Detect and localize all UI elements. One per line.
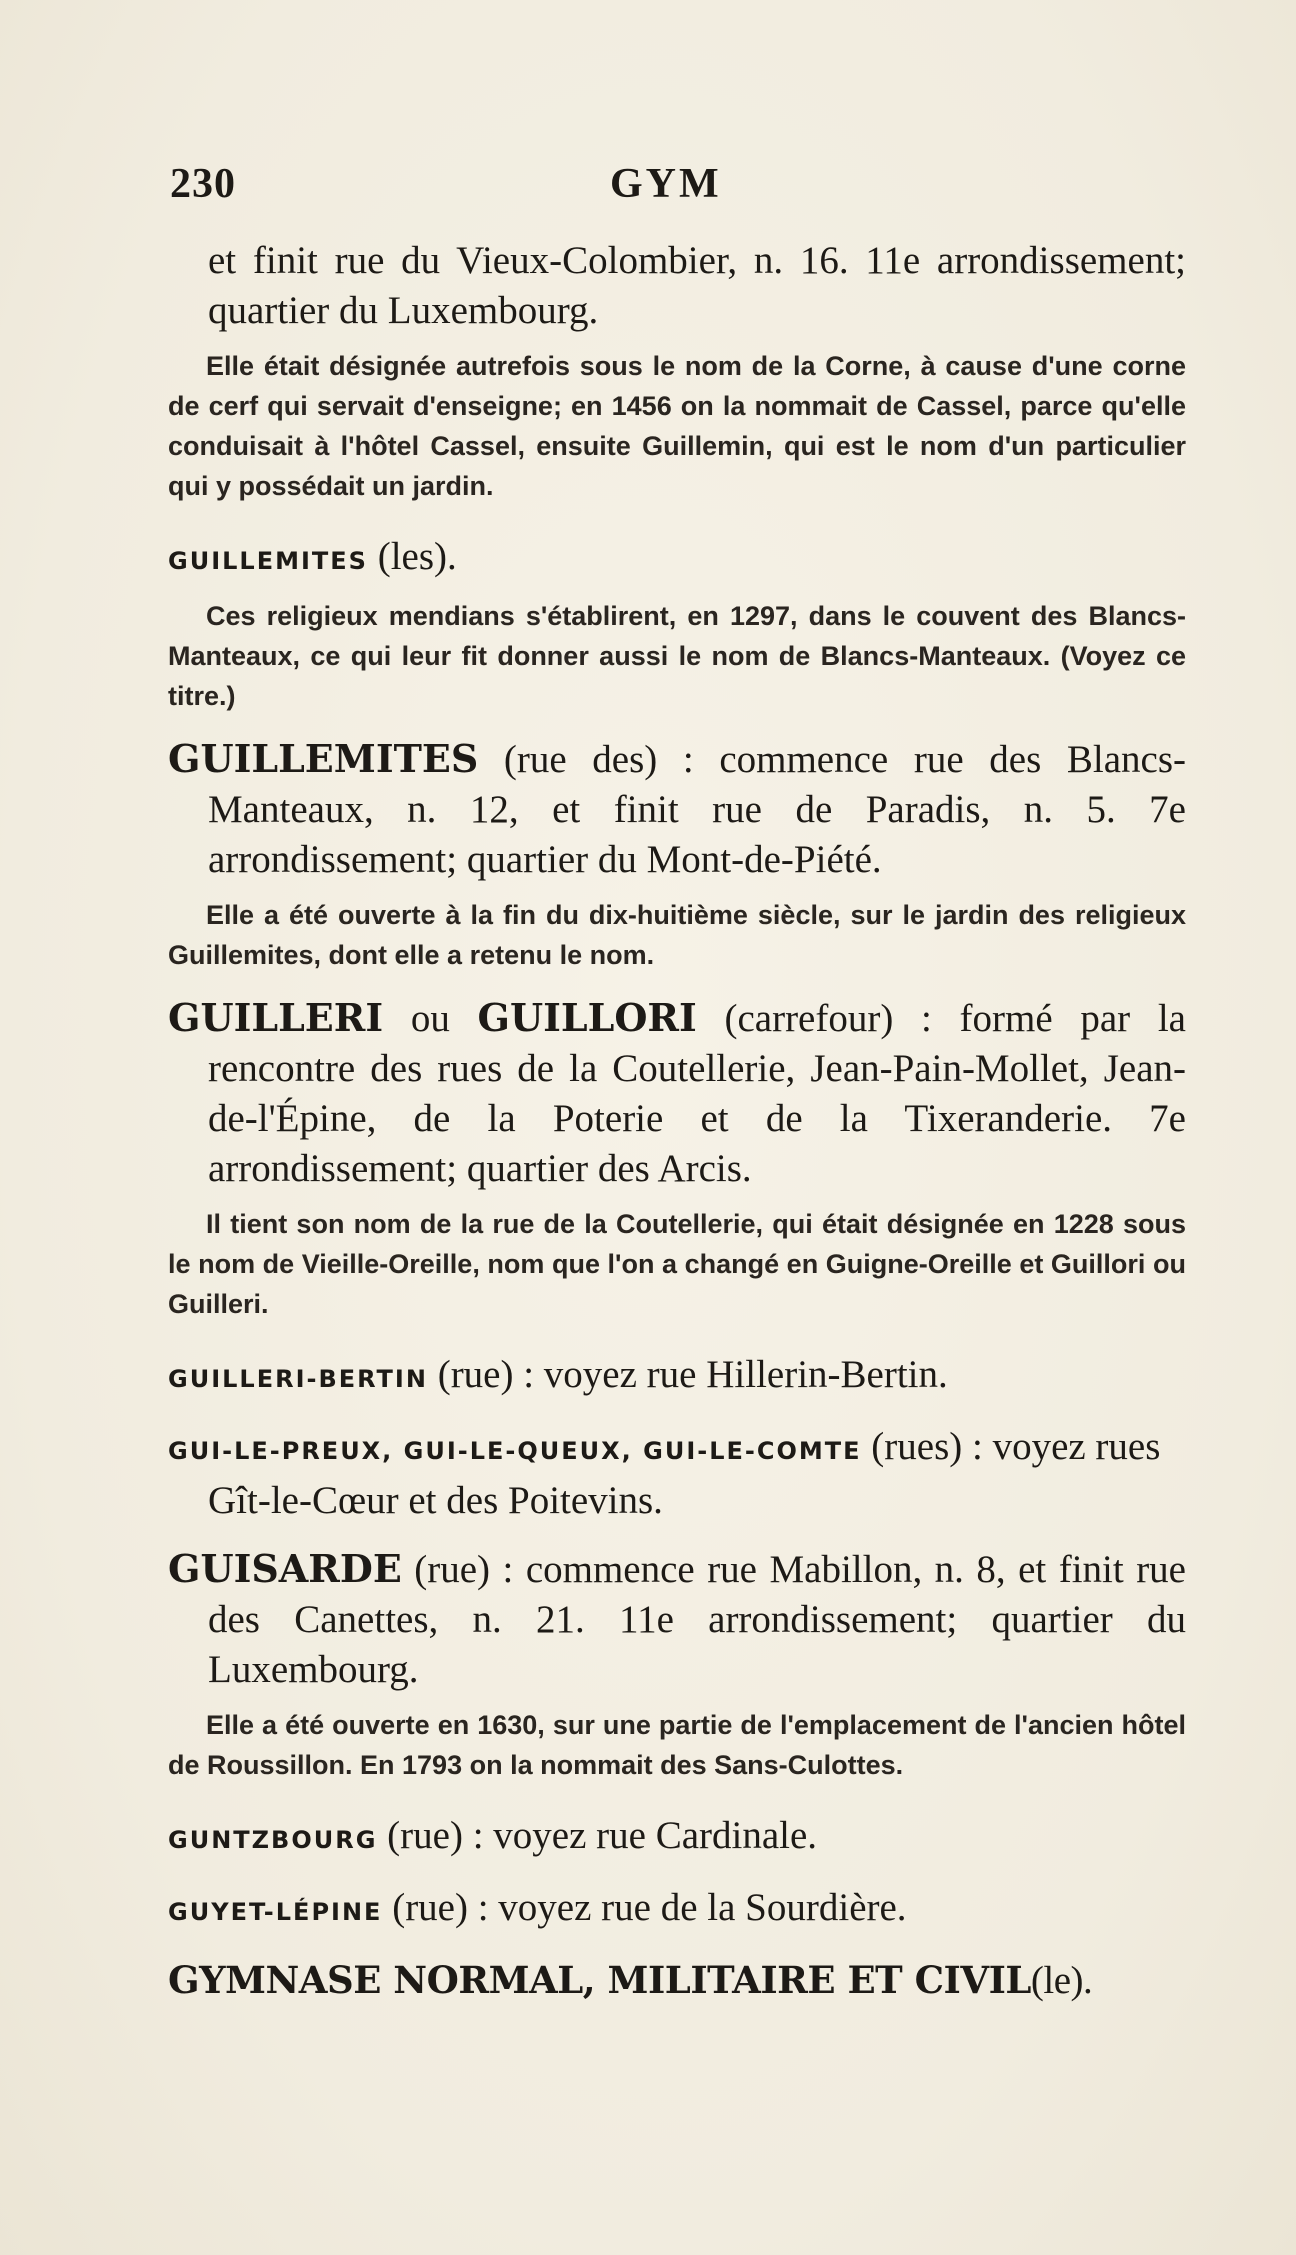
entry-guisarde: [168, 1544, 1186, 1785]
entry-text: [168, 734, 1186, 885]
running-head: GYM: [610, 161, 722, 207]
entry-text: et finit rue du Vieux-Colombier, n. 16. 11e arrondissement; quartier du Luxembourg.: [208, 239, 1186, 332]
entry-text: [168, 1350, 1186, 1404]
entry-rest: (rue) : voyez rue de la Sourdière.: [382, 1886, 907, 1929]
entry-rest: (le).: [1030, 1959, 1093, 2002]
headword: GYMNASE NORMAL, MILITAIRE ET CIVIL: [168, 1958, 1031, 2002]
entry-note: Ces religieux mendians s'établirent, en 1297, dans le couvent des Blancs-Manteaux, ce qui leur fit donner aussi le nom de Blancs-Manteaux. (Voyez ce titre.): [168, 601, 1186, 711]
entry-text: [168, 1544, 1186, 1695]
entry-guyet-lepine: [168, 1883, 1186, 1937]
entry-note: Elle a été ouverte en 1630, sur une partie de l'emplacement de l'ancien hôtel de Roussillon. En 1793 on la nommait des Sans-Culottes.: [168, 1710, 1186, 1780]
entry-note: Il tient son nom de la rue de la Coutellerie, qui était désignée en 1228 sous le nom de Vieille-Oreille, nom que l'on a changé en Guigne-Oreille et Guillori ou Guilleri.: [168, 1209, 1186, 1319]
headword: GUNTZBOURG: [168, 1826, 378, 1854]
entry-rest: (carrefour) : formé par la rencontre des rues de la Coutellerie, Jean-Pain-Mollet, Jean-de-l'Épine, de la Poterie et de la Tixeranderie. 7e arrondissement; quartier des Arcis.: [208, 997, 1186, 1190]
entry-gui-le-preux: [168, 1422, 1186, 1526]
headword: GUISARDE: [168, 1546, 402, 1591]
entry-text: [168, 1955, 1186, 2006]
headword: GUILLERI-BERTIN: [168, 1365, 428, 1393]
entry-text: [168, 993, 1186, 1194]
page-header: [170, 160, 950, 220]
entry-text: [168, 532, 1186, 586]
entry-note: Elle était désignée autrefois sous le nom de la Corne, à cause d'une corne de cerf qui servait d'enseigne; en 1456 on la nommait de Cassel, parce qu'elle conduisait à l'hôtel Cassel, ensuite Guillemin, qui est le nom d'un particulier qui y possédait un jardin.: [168, 351, 1186, 501]
connector: ou: [383, 997, 478, 1040]
headword: GUI-LE-PREUX, GUI-LE-QUEUX, GUI-LE-COMTE: [168, 1437, 862, 1465]
headword-alt: GUILLORI: [477, 995, 697, 1040]
entry-note: Elle a été ouverte à la fin du dix-huitième siècle, sur le jardin des religieux Guillemites, dont elle a retenu le nom.: [168, 900, 1186, 970]
entry-continuation: [168, 236, 1186, 506]
entry-rest: (les).: [367, 535, 457, 578]
page-number: 230: [170, 161, 236, 207]
headword: GUILLEMITES: [168, 547, 368, 575]
entry-guilleri-bertin: [168, 1350, 1186, 1404]
entry-rest: (rues) : voyez rues Gît-le-Cœur et des Poitevins.: [208, 1425, 1161, 1522]
entry-rest: (rue) : voyez rue Hillerin-Bertin.: [427, 1353, 948, 1396]
headword: GUILLERI: [168, 995, 384, 1040]
entry-guntzbourg: [168, 1811, 1186, 1865]
entry-rest: (rue) : voyez rue Cardinale.: [377, 1814, 818, 1857]
entry-rest: (rue) : commence rue Mabillon, n. 8, et finit rue des Canettes, n. 21. 11e arrondissement; quartier du Luxembourg.: [208, 1548, 1186, 1691]
entry-guilleri: [168, 993, 1186, 1324]
entry-guillemites-rue: [168, 734, 1186, 975]
headword: GUYET-LÉPINE: [168, 1898, 383, 1926]
entry-guillemites-les: [168, 532, 1186, 716]
entry-gymnase: [168, 1955, 1186, 2006]
dictionary-content: [168, 236, 1186, 2006]
entry-text: [168, 1811, 1186, 1865]
entry-rest: (rue des) : commence rue des Blancs-Manteaux, n. 12, et finit rue de Paradis, n. 5. 7e arrondissement; quartier du Mont-de-Piété.: [208, 738, 1186, 881]
headword: GUILLEMITES: [168, 736, 479, 781]
entry-text: [168, 1422, 1186, 1526]
entry-text: [168, 1883, 1186, 1937]
